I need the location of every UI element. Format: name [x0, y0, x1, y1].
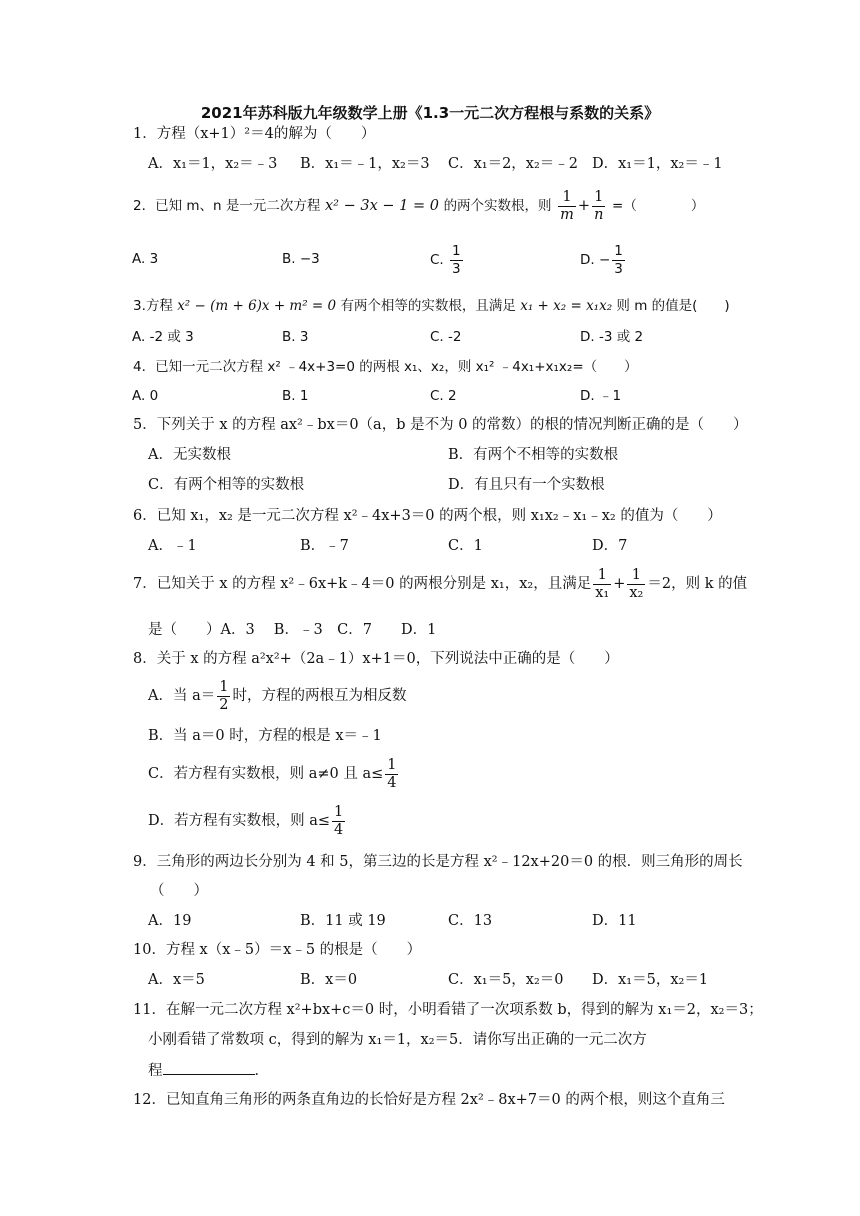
- q10-option-b: B．x＝0: [300, 972, 358, 988]
- q2-equation: x² − 3x − 1 = 0: [325, 198, 439, 214]
- q7-f2-den: x₂: [629, 584, 644, 601]
- q8-option-b: B．当 a＝0 时，方程的根是 x＝﹣1: [148, 728, 382, 744]
- q10-option-d: D．x₁＝5，x₂＝1: [592, 972, 709, 988]
- q2-c-den: 3: [452, 260, 461, 277]
- question-4: 4．已知一元二次方程 x² ﹣4x+3=0 的两根 x₁、x₂，则 x₁² ﹣4x₁+x₁x₂=（ ）: [133, 359, 638, 375]
- q8-d-fraction: [332, 804, 345, 839]
- q2-fraction-2: [592, 189, 605, 224]
- q2-d-label: D. −: [580, 252, 611, 268]
- question-9: 9．三角形的两边长分别为 4 和 5，第三边的长是方程 x²﹣12x+20＝0 的根．则三角形的周长: [133, 854, 743, 870]
- q8-d-den: 4: [334, 821, 344, 838]
- q9-option-a: A．19: [148, 913, 192, 929]
- q2-middle: 的两个实数根，则: [443, 198, 552, 214]
- q8-d-prefix: D．若方程有实数根，则 a≤: [148, 813, 331, 829]
- q9-option-c: C．13: [448, 913, 493, 929]
- q8-d-num: 1: [334, 803, 344, 820]
- q2-prefix: 2．已知 m、n 是一元二次方程: [133, 198, 321, 214]
- q8-a-den: 2: [219, 696, 229, 713]
- q7-prefix: 7．已知关于 x 的方程 x²﹣6x+k﹣4＝0 的两根分别是 x₁，x₂，且满足: [133, 576, 592, 592]
- q8-option-c: [148, 754, 400, 794]
- question-9-paren: （ ）: [150, 883, 208, 899]
- q10-option-a: A．x＝5: [148, 972, 205, 988]
- question-11-line-1: 11．在解一元二次方程 x²+bx+c＝0 时，小明看错了一次项系数 b，得到的解为 x₁＝2，x₂＝3；: [133, 1002, 763, 1018]
- q2-d-den: 3: [614, 260, 623, 277]
- q3-condition: x₁ + x₂ = x₁x₂: [520, 298, 613, 314]
- q7-fraction-1: [593, 567, 611, 602]
- question-12: 12．已知直角三角形的两条直角边的长恰好是方程 2x²﹣8x+7＝0 的两个根，则这个直角三: [133, 1092, 725, 1108]
- question-7: [133, 564, 747, 604]
- q2-d-num: 1: [614, 242, 623, 259]
- q3-equation: x² − (m + 6)x + m² = 0: [177, 298, 337, 314]
- question-5: 5．下列关于 x 的方程 ax²﹣bx＝0（a，b 是不为 0 的常数）的根的情况判断正确的是（ ）: [133, 417, 748, 433]
- q8-option-a: [148, 676, 406, 716]
- q2-option-c: [430, 242, 465, 278]
- q10-option-c: C．x₁＝5，x₂＝0: [448, 972, 564, 988]
- q8-a-prefix: A．当 a＝: [148, 688, 216, 704]
- q2-option-d: [580, 242, 627, 278]
- q9-option-b: B．11 或 19: [300, 913, 386, 929]
- q3-postfix: 则 m 的值是( ): [616, 298, 730, 314]
- q2-f1-den: m: [560, 206, 574, 223]
- q7-postfix: ＝2，则 k 的值: [647, 576, 748, 592]
- q9-option-d: D．11: [592, 913, 637, 929]
- question-1: 1．方程（x+1）²＝4的解为（ ）: [133, 126, 376, 142]
- q8-c-den: 4: [387, 774, 397, 791]
- q8-c-prefix: C．若方程有实数根，则 a≠0 且 a≤: [148, 766, 384, 782]
- q3-option-b: B. 3: [282, 329, 309, 345]
- q2-c-label: C.: [430, 252, 444, 268]
- q8-a-num: 1: [219, 678, 229, 695]
- q4-option-a: A. 0: [132, 388, 159, 404]
- q3-option-c: C. -2: [430, 329, 462, 345]
- question-3: [133, 296, 730, 316]
- q11-answer-blank[interactable]: [163, 1060, 255, 1075]
- q6-option-b: B．﹣7: [300, 538, 349, 554]
- q2-f1-num: 1: [558, 189, 576, 207]
- q3-prefix: 3.方程: [133, 298, 173, 314]
- q11-line3-postfix: ．: [254, 1063, 269, 1079]
- page-title: 2021年苏科版九年级数学上册《1.3一元二次方程根与系数的关系》: [200, 104, 660, 122]
- q3-option-a: A. -2 或 3: [132, 329, 194, 345]
- question-7-line-2: 是（ ）A．3 B．﹣3 C．7 D．1: [148, 622, 437, 638]
- question-2: [133, 188, 704, 224]
- q2-f2-num: 1: [592, 189, 605, 207]
- q5-option-c: C．有两个相等的实数根: [148, 477, 305, 493]
- q2-option-a: A. 3: [132, 251, 159, 267]
- q3-option-d: D. -3 或 2: [580, 329, 644, 345]
- q6-option-a: A．﹣1: [148, 538, 197, 554]
- question-8: 8．关于 x 的方程 a²x²+（2a﹣1）x+1＝0，下列说法中正确的是（ ）: [133, 651, 619, 667]
- q2-c-fraction: [450, 243, 463, 278]
- q7-f2-num: 1: [627, 567, 645, 585]
- q4-option-d: D. ﹣1: [580, 388, 622, 404]
- q5-option-b: B．有两个不相等的实数根: [448, 447, 619, 463]
- q7-plus: +: [613, 576, 626, 592]
- q2-d-fraction: [612, 243, 625, 278]
- question-10: 10．方程 x（x﹣5）＝x﹣5 的根是（ ）: [133, 942, 422, 958]
- q3-middle: 有两个相等的实数根，且满足: [340, 298, 516, 314]
- q4-option-b: B. 1: [282, 388, 309, 404]
- q1-option-b: B．x₁＝﹣1，x₂＝3: [300, 156, 430, 172]
- q7-fraction-2: [627, 567, 645, 602]
- q5-option-d: D．有且只有一个实数根: [448, 477, 605, 493]
- q11-line3-prefix: 程: [148, 1063, 163, 1079]
- q8-option-d: [148, 801, 347, 841]
- q2-postfix: =（ ）: [612, 198, 705, 214]
- q7-f1-den: x₁: [595, 584, 610, 601]
- q2-c-num: 1: [452, 242, 461, 259]
- q7-f1-num: 1: [593, 567, 611, 585]
- question-11-line-3: [148, 1060, 269, 1081]
- q2-plus: +: [577, 198, 591, 214]
- q2-fraction-1: [558, 189, 576, 224]
- q6-option-c: C．1: [448, 538, 483, 554]
- question-6: 6．已知 x₁，x₂ 是一元二次方程 x²﹣4x+3＝0 的两个根，则 x₁x₂﹣x₁﹣x₂ 的值为（ ）: [133, 508, 722, 524]
- q1-option-a: A．x₁＝1，x₂＝﹣3: [148, 156, 278, 172]
- q8-a-fraction: [217, 679, 230, 714]
- q1-option-c: C．x₁＝2，x₂＝﹣2: [448, 156, 579, 172]
- q4-option-c: C. 2: [430, 388, 457, 404]
- q8-a-postfix: 时，方程的两根互为相反数: [232, 688, 407, 704]
- q6-option-d: D．7: [592, 538, 628, 554]
- q1-option-d: D．x₁＝1，x₂＝﹣1: [592, 156, 723, 172]
- q2-option-b: B. −3: [282, 251, 320, 267]
- question-11-line-2: 小刚看错了常数项 c，得到的解为 x₁＝1，x₂＝5．请你写出正确的一元二次方: [148, 1032, 647, 1048]
- q8-c-num: 1: [387, 756, 397, 773]
- q5-option-a: A．无实数根: [148, 447, 231, 463]
- q2-f2-den: n: [594, 206, 604, 223]
- q8-c-fraction: [385, 757, 398, 792]
